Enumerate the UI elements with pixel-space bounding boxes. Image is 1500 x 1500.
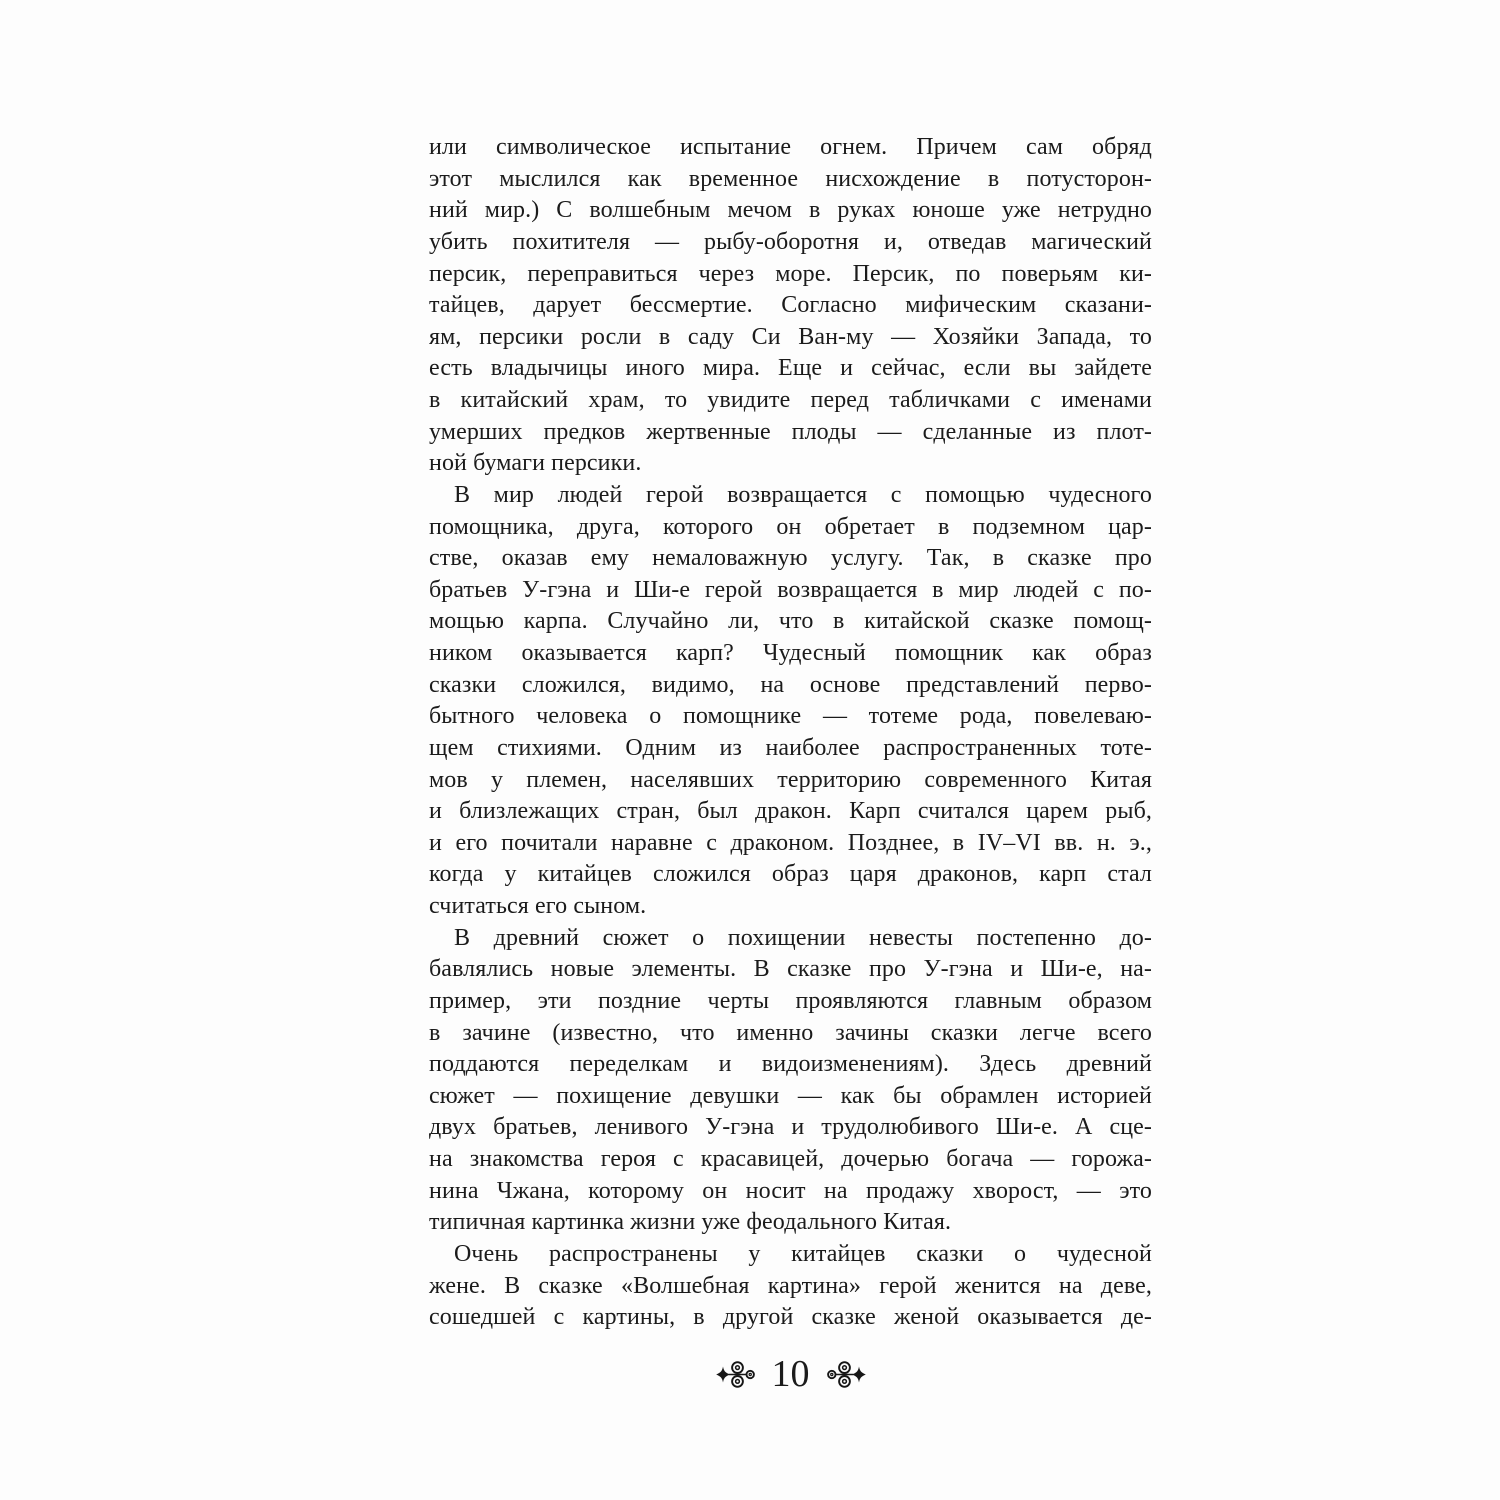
text-line: убить похитителя — рыбу-оборотня и, отведав магический bbox=[429, 228, 1152, 255]
text-line: поддаются переделкам и видоизменениям). Здесь древний bbox=[429, 1051, 1152, 1078]
text-line: типичная картинка жизни уже феодального Китая. bbox=[429, 1209, 952, 1236]
text-line: жене. В сказке «Волшебная картина» герой женится на деве, bbox=[429, 1272, 1152, 1299]
text-line: этот мыслился как временное нисхождение в потусторон- bbox=[429, 165, 1152, 192]
text-line: и близлежащих стран, был дракон. Карп считался царем рыб, bbox=[429, 798, 1152, 825]
text-line: нина Чжана, которому он носит на продажу хворост, — это bbox=[429, 1177, 1152, 1204]
text-line: помощника, друга, которого он обретает в подземном цар- bbox=[429, 513, 1152, 540]
page-number: 10 bbox=[771, 1353, 810, 1395]
text-line: на знакомства героя с красавицей, дочерью богача — горожа- bbox=[429, 1146, 1152, 1172]
text-line: в китайский храм, то увидите перед табличками с именами bbox=[429, 387, 1152, 413]
text-line: стве, оказав ему немаловажную услугу. Так, в сказке про bbox=[429, 545, 1152, 572]
text-line: ной бумаги персики. bbox=[429, 450, 642, 477]
text-line: братьев У-гэна и Ши-е герой возвращается в мир людей с по- bbox=[429, 576, 1152, 603]
text-line: сюжет — похищение девушки — как бы обрамлен историей bbox=[429, 1082, 1152, 1109]
fleuron-left-icon bbox=[716, 1358, 757, 1391]
text-line: есть владычицы иного мира. Еще и сейчас, если вы зайдете bbox=[429, 355, 1152, 382]
fleuron-right-icon bbox=[825, 1358, 866, 1391]
text-line: щем стихиями. Одним из наиболее распространенных тоте- bbox=[429, 734, 1152, 761]
page-text bbox=[429, 132, 1152, 1334]
text-line: В мир людей герой возвращается с помощью чудесного bbox=[454, 481, 1152, 508]
text-line: ний мир.) С волшебным мечом в руках юноше уже нетрудно bbox=[429, 197, 1152, 224]
text-line: персик, переправиться через море. Персик, по поверьям ки- bbox=[429, 260, 1152, 287]
text-line: в зачине (известно, что именно зачины сказки легче всего bbox=[429, 1019, 1152, 1046]
paragraph-2 bbox=[429, 480, 1152, 923]
text-line: тайцев, дарует бессмертие. Согласно мифическим сказани- bbox=[429, 292, 1152, 319]
text-line: умерших предков жертвенные плоды — сделанные из плот- bbox=[429, 418, 1152, 445]
text-line: двух братьев, ленивого У-гэна и трудолюбивого Ши-е. А сце- bbox=[429, 1114, 1152, 1141]
text-line: пример, эти поздние черты проявляются главным образом bbox=[429, 987, 1152, 1014]
text-line: мощью карпа. Случайно ли, что в китайской сказке помощ- bbox=[429, 608, 1152, 635]
text-line: бавлялись новые элементы. В сказке про У-гэна и Ши-е, на- bbox=[429, 956, 1152, 983]
text-line: мов у племен, населявших территорию современного Китая bbox=[429, 766, 1152, 793]
paragraph-1 bbox=[429, 132, 1152, 480]
text-line: сказки сложился, видимо, на основе представлений перво- bbox=[429, 671, 1152, 698]
text-line: сошедшей с картины, в другой сказке женой оказывается де- bbox=[429, 1304, 1152, 1331]
page-footer bbox=[429, 1354, 1152, 1394]
text-line: когда у китайцев сложился образ царя драконов, карп стал bbox=[429, 861, 1152, 888]
text-line: бытного человека о помощнике — тотеме рода, повелеваю- bbox=[429, 703, 1152, 730]
text-line: и его почитали наравне с драконом. Позднее, в IV–VI вв. н. э., bbox=[429, 829, 1152, 856]
text-line: ям, персики росли в саду Си Ван-му — Хозяйки Запада, то bbox=[429, 323, 1152, 350]
text-line: Очень распространены у китайцев сказки о чудесной bbox=[454, 1240, 1152, 1267]
text-line: ником оказывается карп? Чудесный помощник как образ bbox=[429, 640, 1152, 666]
paragraph-3 bbox=[429, 923, 1152, 1239]
text-line: или символическое испытание огнем. Причем сам обряд bbox=[429, 134, 1152, 160]
paragraph-4 bbox=[429, 1239, 1152, 1334]
text-line: В древний сюжет о похищении невесты постепенно до- bbox=[454, 924, 1152, 951]
text-line: считаться его сыном. bbox=[429, 893, 647, 919]
